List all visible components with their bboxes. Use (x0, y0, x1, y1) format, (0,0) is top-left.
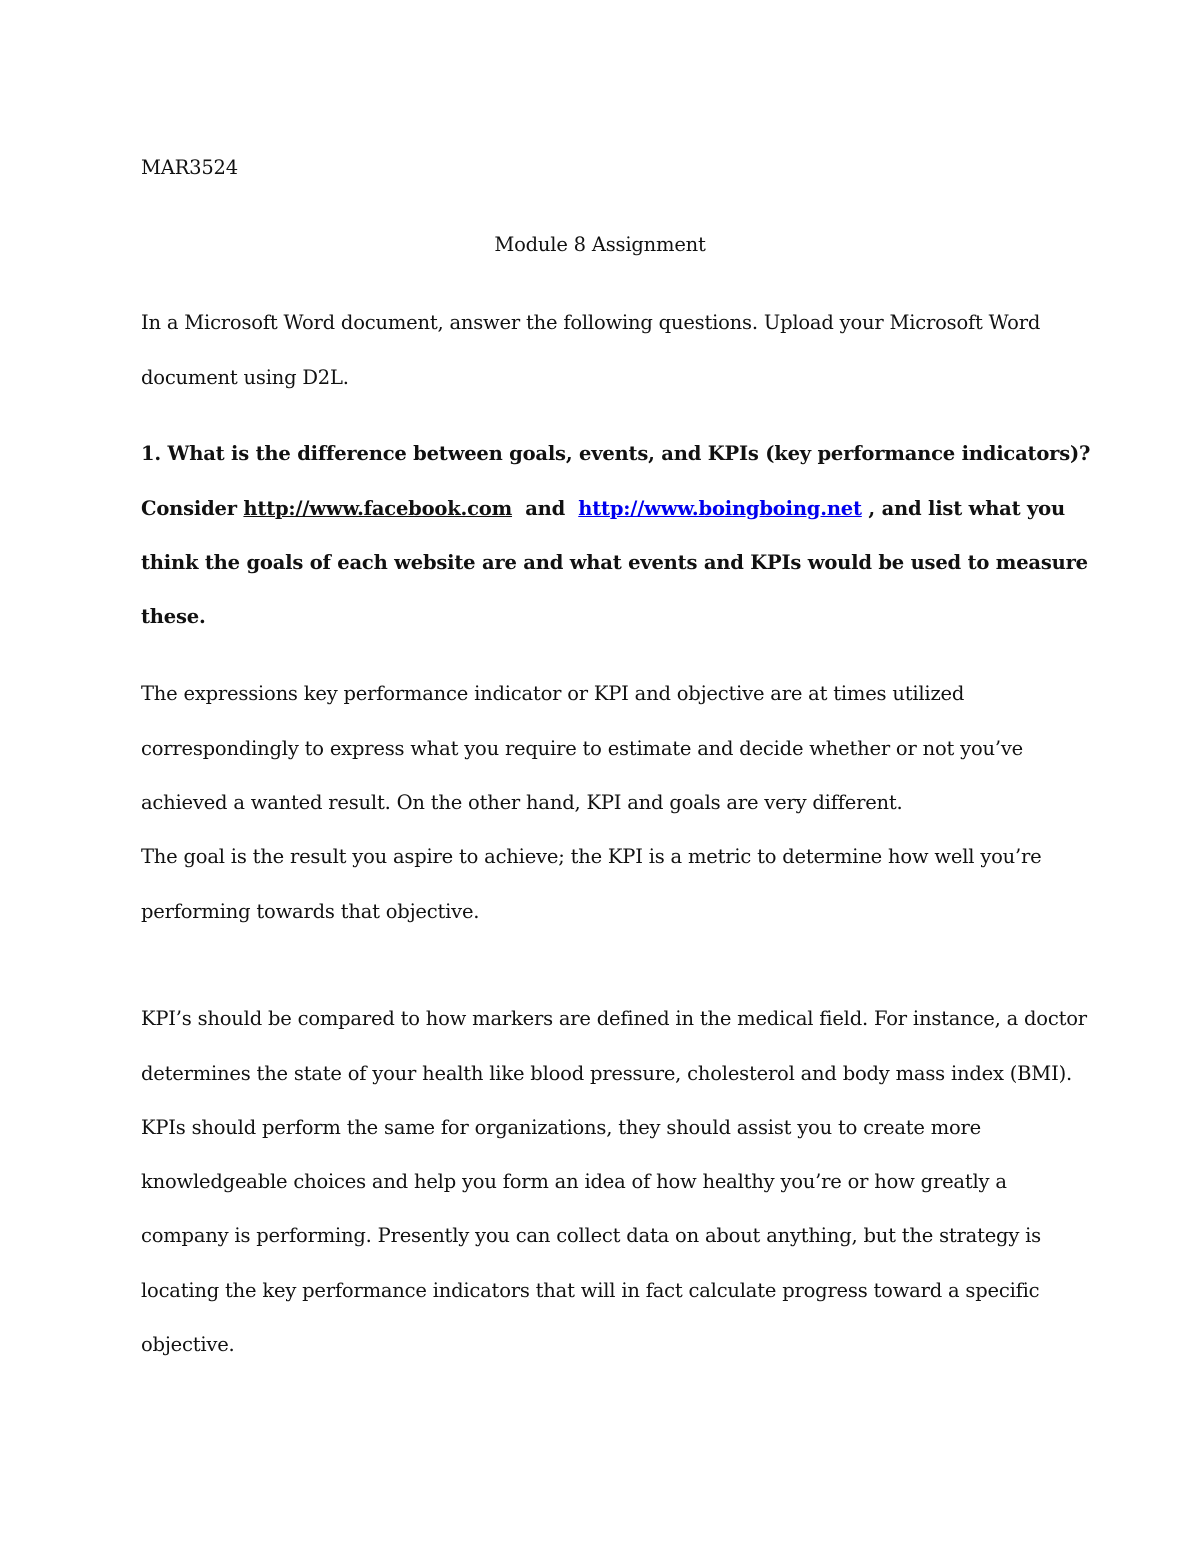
document-title: Module 8 Assignment (494, 233, 706, 256)
question-line-4: these. (141, 605, 206, 628)
instructions-line-1: In a Microsoft Word document, answer the following questions. Upload your Microsoft Word (141, 311, 1041, 334)
answer-1-line-5: performing towards that objective. (141, 900, 480, 923)
answer-1-line-4: The goal is the result you aspire to achieve; the KPI is a metric to determine how well you’re (141, 845, 1042, 868)
and-label: and (518, 497, 572, 520)
answer-2-line-1: KPI’s should be compared to how markers are defined in the medical field. For instance, a doctor (141, 1007, 1087, 1030)
question-line-1: 1. What is the difference between goals, events, and KPIs (key performance indicators)? (141, 442, 1091, 465)
answer-2-line-2: determines the state of your health like blood pressure, cholesterol and body mass index (BMI). (141, 1062, 1072, 1085)
instructions-line-2: document using D2L. (141, 366, 349, 389)
answer-1-line-1: The expressions key performance indicator or KPI and objective are at times utilized (141, 682, 965, 705)
answer-2-line-6: locating the key performance indicators that will in fact calculate progress toward a specific (141, 1279, 1040, 1302)
boingboing-link[interactable]: http://www.boingboing.net (578, 497, 862, 520)
consider-label: Consider (141, 497, 237, 520)
question-line-2-tail: , and list what you (868, 497, 1065, 520)
answer-1-line-3: achieved a wanted result. On the other hand, KPI and goals are very different. (141, 791, 903, 814)
answer-2-line-7: objective. (141, 1333, 235, 1356)
course-code: MAR3524 (141, 156, 238, 179)
answer-2-line-3: KPIs should perform the same for organizations, they should assist you to create more (141, 1116, 982, 1139)
answer-2-line-4: knowledgeable choices and help you form an idea of how healthy you’re or how greatly a (141, 1170, 1007, 1193)
question-line-3: think the goals of each website are and what events and KPIs would be used to measure (141, 551, 1088, 574)
question-line-2 (141, 496, 1065, 522)
facebook-link[interactable]: http://www.facebook.com (243, 497, 513, 520)
answer-1-line-2: correspondingly to express what you require to estimate and decide whether or not you’ve (141, 737, 1023, 760)
answer-2-line-5: company is performing. Presently you can collect data on about anything, but the strategy is (141, 1224, 1041, 1247)
